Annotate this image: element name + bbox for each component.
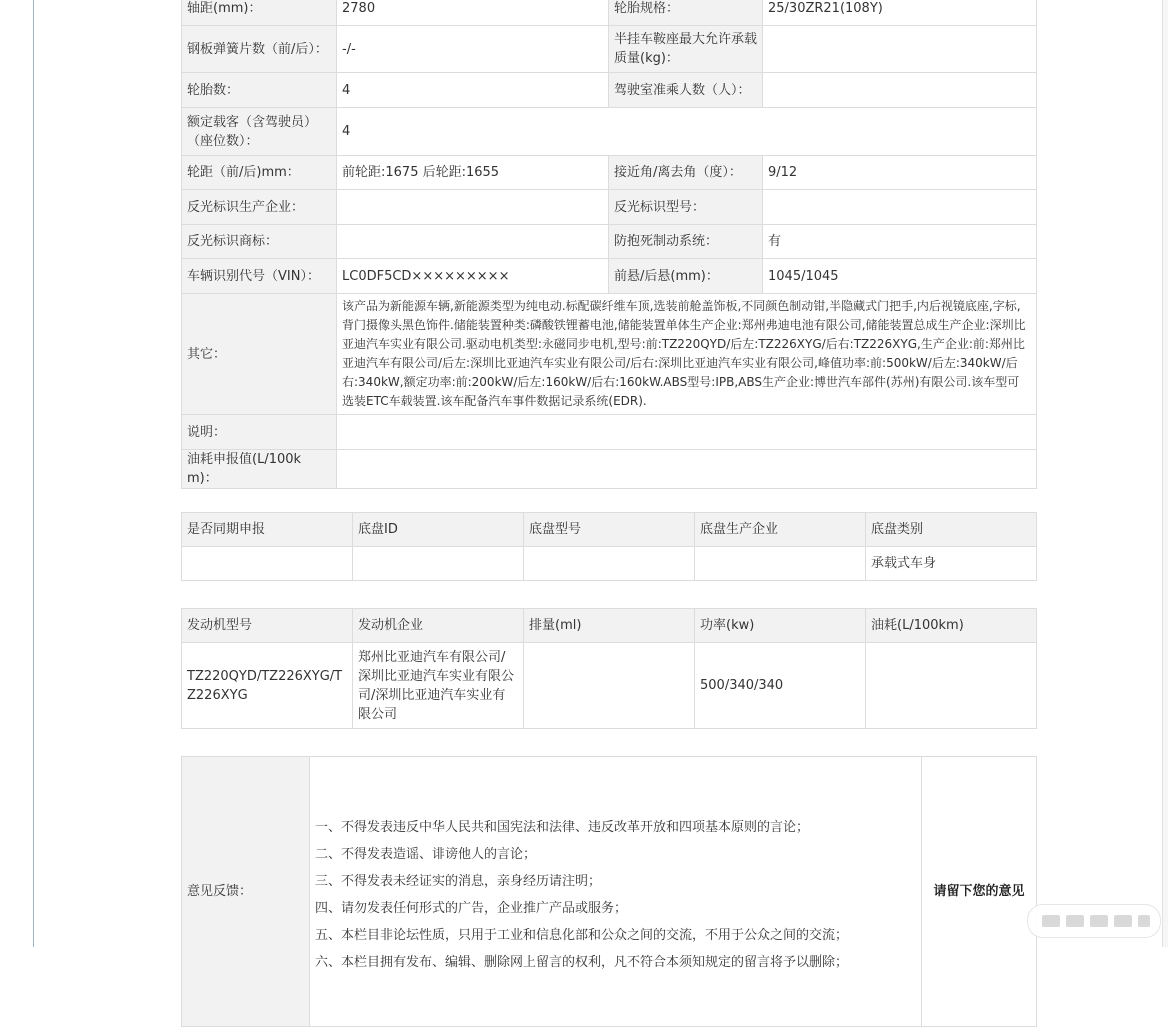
abs-label: 防抱死制动系统：: [609, 225, 763, 259]
chassis-cell: [353, 547, 524, 581]
leaf-spring-label: 钢板弹簧片数（前/后）：: [182, 26, 337, 73]
note-label: 说明：: [182, 415, 337, 450]
feedback-rules: [310, 757, 922, 1027]
spec-row-reflector-maker: [182, 190, 1037, 225]
leaf-spring-value: -/-: [337, 26, 609, 73]
chassis-table: [181, 512, 1037, 581]
wheelbase-value: 2780: [337, 0, 609, 26]
vin-value: LC0DF5CD×××××××××: [337, 259, 609, 294]
chassis-cell: 承载式车身: [866, 547, 1037, 581]
engine-cell: 郑州比亚迪汽车有限公司/深圳比亚迪汽车实业有限公司/深圳比亚迪汽车实业有限公司: [353, 643, 524, 729]
tire-count-value: 4: [337, 73, 609, 108]
engine-header-cell: 发动机企业: [353, 609, 524, 643]
vin-label: 车辆识别代号（VIN）：: [182, 259, 337, 294]
other-label: 其它：: [182, 294, 337, 415]
rule-item: 三、不得发表未经证实的消息，亲身经历请注明；: [315, 873, 602, 889]
feedback-row: [182, 757, 1037, 1027]
feedback-table: [181, 756, 1037, 1027]
cab-passengers-value: [763, 73, 1037, 108]
spec-row-reflector-brand: [182, 225, 1037, 259]
rule-item: 六、本栏目拥有发布、编辑、删除网上留言的权利，凡不符合本须知规定的留言将予以删除；: [315, 954, 849, 970]
fuel-label: 油耗申报值(L/100km)：: [182, 450, 337, 489]
saddle-load-label: 半挂车鞍座最大允许承载质量(kg)：: [609, 26, 763, 73]
chassis-header-cell: 是否同期申报: [182, 513, 353, 547]
angles-value: 9/12: [763, 156, 1037, 190]
reflector-maker-label: 反光标识生产企业：: [182, 190, 337, 225]
saddle-load-value: [763, 26, 1037, 73]
rule-item: 四、请勿发表任何形式的广告，企业推广产品或服务；: [315, 900, 628, 916]
reflector-model-value: [763, 190, 1037, 225]
track-label: 轮距（前/后)mm：: [182, 156, 337, 190]
reflector-brand-label: 反光标识商标：: [182, 225, 337, 259]
rule-item: 二、不得发表造谣、诽谤他人的言论；: [315, 846, 537, 862]
chassis-header-row: [182, 513, 1037, 547]
seats-label: 额定载客（含驾驶员）（座位数）：: [182, 108, 337, 156]
vehicle-spec-table: [181, 0, 1037, 489]
tire-count-label: 轮胎数：: [182, 73, 337, 108]
seats-value: 4: [337, 108, 1037, 156]
rule-item: 一、不得发表违反中华人民共和国宪法和法律、违反改革开放和四项基本原则的言论；: [315, 819, 810, 835]
table-row: [182, 643, 1037, 729]
spec-row-vin: [182, 259, 1037, 294]
wheelbase-label: 轴距(mm)：: [182, 0, 337, 26]
reflector-brand-value: [337, 225, 609, 259]
chassis-header-cell: 底盘ID: [353, 513, 524, 547]
table-row: [182, 547, 1037, 581]
abs-value: 有: [763, 225, 1037, 259]
spec-row-tire-count: [182, 73, 1037, 108]
tire-spec-value: 25/30ZR21(108Y): [763, 0, 1037, 26]
chassis-header-cell: 底盘类别: [866, 513, 1037, 547]
spec-row-leaf-spring: [182, 26, 1037, 73]
overhang-label: 前悬/后悬(mm)：: [609, 259, 763, 294]
engine-header-cell: 发动机型号: [182, 609, 353, 643]
engine-cell: TZ220QYD/TZ226XYG/TZ226XYG: [182, 643, 353, 729]
engine-header-cell: 油耗(L/100km): [866, 609, 1037, 643]
spec-row-note: [182, 415, 1037, 450]
note-value: [337, 415, 1037, 450]
engine-cell: 500/340/340: [695, 643, 866, 729]
spec-row-other: [182, 294, 1037, 415]
other-value: 该产品为新能源车辆,新能源类型为纯电动.标配碳纤维车顶,选装前舱盖饰板,不同颜色制动钳,半隐藏式门把手,内后视镜底座,字标,背门摄像头黑色饰件.储能装置种类:磷酸铁锂蓄电池,储能装置单体生产企业:郑州弗迪电池有限公司,储能装置总成生产企业:深圳比亚迪汽车实业有限公司.驱动电机类型:永磁同步电机,型号:前:TZ220QYD/后左:TZ226XYG/后右:TZ226XYG,生产企业:前:郑州比亚迪汽车有限公司/后左:深圳比亚迪汽车实业有限公司/后右:深圳比亚迪汽车实业有限公司,峰值功率:前:500kW/后左:340kW/后右:340kW,额定功率:前:200kW/后左:160kW/后右:160kW.ABS型号:IPB,ABS生产企业:博世汽车部件(苏州)有限公司.该车型可选装ETC车载装置.该车配备汽车事件数据记录系统(EDR).: [337, 294, 1037, 415]
leave-feedback-link[interactable]: 请留下您的意见: [922, 757, 1037, 1027]
chassis-header-cell: 底盘生产企业: [695, 513, 866, 547]
engine-header-row: [182, 609, 1037, 643]
spec-row-fuel: [182, 450, 1037, 489]
fuel-value: [337, 450, 1037, 489]
chassis-cell: [524, 547, 695, 581]
overhang-value: 1045/1045: [763, 259, 1037, 294]
engine-cell: [524, 643, 695, 729]
scrollbar-track[interactable]: [1162, 0, 1168, 947]
cab-passengers-label: 驾驶室准乘人数（人）：: [609, 73, 763, 108]
engine-table: [181, 608, 1037, 729]
chassis-cell: [695, 547, 866, 581]
chassis-cell: [182, 547, 353, 581]
rule-item: 五、本栏目非论坛性质，只用于工业和信息化部和公众之间的交流，不用于公众之间的交流；: [315, 927, 849, 943]
tire-spec-label: 轮胎规格：: [609, 0, 763, 26]
engine-cell: [866, 643, 1037, 729]
engine-header-cell: 排量(ml): [524, 609, 695, 643]
reflector-maker-value: [337, 190, 609, 225]
reflector-model-label: 反光标识型号：: [609, 190, 763, 225]
feedback-label: 意见反馈：: [182, 757, 310, 1027]
chassis-header-cell: 底盘型号: [524, 513, 695, 547]
angles-label: 接近角/离去角（度）：: [609, 156, 763, 190]
spec-row-seats: [182, 108, 1037, 156]
left-border-line: [33, 0, 34, 947]
engine-header-cell: 功率(kw): [695, 609, 866, 643]
spec-row-wheelbase: [182, 0, 1037, 26]
spec-row-track: [182, 156, 1037, 190]
track-value: 前轮距:1675 后轮距:1655: [337, 156, 609, 190]
watermark-badge: [1027, 904, 1161, 938]
